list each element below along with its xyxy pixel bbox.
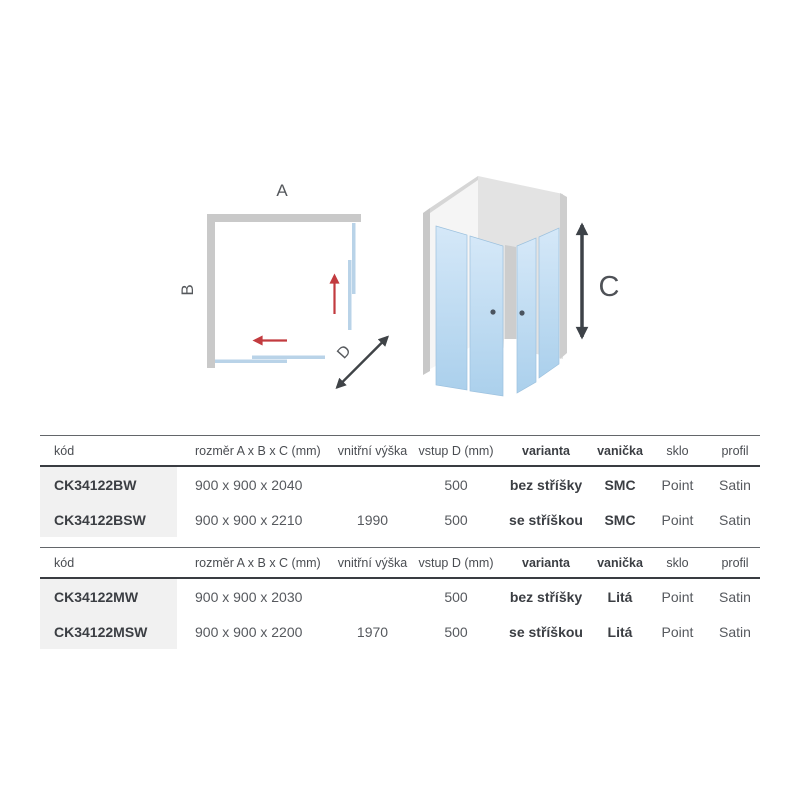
glass-panel-right-fixed [352,223,356,294]
cell-varianta: bez stříšky [509,588,583,605]
label-dimension-a: A [276,181,288,200]
cell-vanicka: Litá [607,623,633,640]
cell-vanicka: SMC [604,511,636,528]
door-handle-left-icon [490,309,495,314]
cell-vnitrni-vyska: 1990 [356,511,389,528]
glass-panel-bottom-sliding [215,360,287,364]
header-sklo: sklo [645,436,710,467]
wall-left-edge [423,208,430,375]
cell-profil: Satin [719,623,751,640]
cell-varianta: se stříškou [509,623,583,640]
header-vnitrni-vyska: vnitřní výška [330,436,415,467]
cell-profil: Satin [719,511,751,528]
cell-sklo: Point [661,476,694,493]
table-header-row [40,436,760,467]
table-row [40,614,760,649]
cell-rozmer: 900 x 900 x 2040 [195,476,303,493]
cell-vstup-d: 500 [444,623,468,640]
cell-profil: Satin [719,588,751,605]
table-row [40,466,760,502]
glass-left-inner [470,236,503,396]
header-profil: profil [710,548,760,579]
header-kod: kód [40,436,177,467]
header-sklo: sklo [645,548,710,579]
spec-table-smc [40,435,760,537]
cell-rozmer: 900 x 900 x 2210 [195,511,303,528]
table-row [40,578,760,614]
cell-kod: CK34122BSW [40,502,177,537]
cell-kod: CK34122BW [40,466,177,502]
label-dimension-d: D [334,342,355,363]
cell-vstup-d: 500 [444,588,468,605]
header-vstup-d: vstup D (mm) [415,548,497,579]
wall-right-edge [560,193,567,359]
cell-vstup-d: 500 [444,476,468,493]
header-kod: kód [40,548,177,579]
glass-left-outer [436,226,467,390]
wall-top [207,214,361,222]
cell-varianta: bez stříšky [509,476,583,493]
cell-vnitrni-vyska [330,578,415,614]
header-vanicka: vanička [595,548,645,579]
cell-vanicka: Litá [607,588,633,605]
cell-sklo: Point [661,588,694,605]
cell-kod: CK34122MSW [40,614,177,649]
header-varianta: varianta [497,436,595,467]
label-dimension-c: C [598,271,620,303]
header-profil: profil [710,436,760,467]
header-rozmer: rozměr A x B x C (mm) [177,548,330,579]
label-dimension-b: B [178,284,197,296]
cell-varianta: se stříškou [509,511,583,528]
header-varianta: varianta [497,548,595,579]
3d-view-diagram [410,155,632,407]
cell-vnitrni-vyska: 1970 [356,623,389,640]
glass-right-outer [539,228,559,378]
entry-dimension-arrow-icon [337,337,388,388]
door-handle-right-icon [519,310,524,315]
cell-rozmer: 900 x 900 x 2030 [195,588,303,605]
table-row [40,502,760,537]
cell-vnitrni-vyska [330,466,415,502]
header-vstup-d: vstup D (mm) [415,436,497,467]
cell-sklo: Point [661,623,694,640]
header-rozmer: rozměr A x B x C (mm) [177,436,330,467]
wall-left [207,214,215,368]
spec-table-lita [40,547,760,649]
cell-rozmer: 900 x 900 x 2200 [195,623,303,640]
glass-panel-right-sliding [348,260,352,330]
glass-panel-bottom-fixed [252,356,325,360]
table-header-row [40,548,760,579]
cell-vanicka: SMC [604,476,636,493]
cell-profil: Satin [719,476,751,493]
top-view-diagram [175,172,407,404]
glass-right-inner [517,238,536,393]
corner-post [505,245,516,339]
cell-sklo: Point [661,511,694,528]
header-vnitrni-vyska: vnitřní výška [330,548,415,579]
header-vanicka: vanička [595,436,645,467]
cell-kod: CK34122MW [40,578,177,614]
cell-vstup-d: 500 [444,511,468,528]
